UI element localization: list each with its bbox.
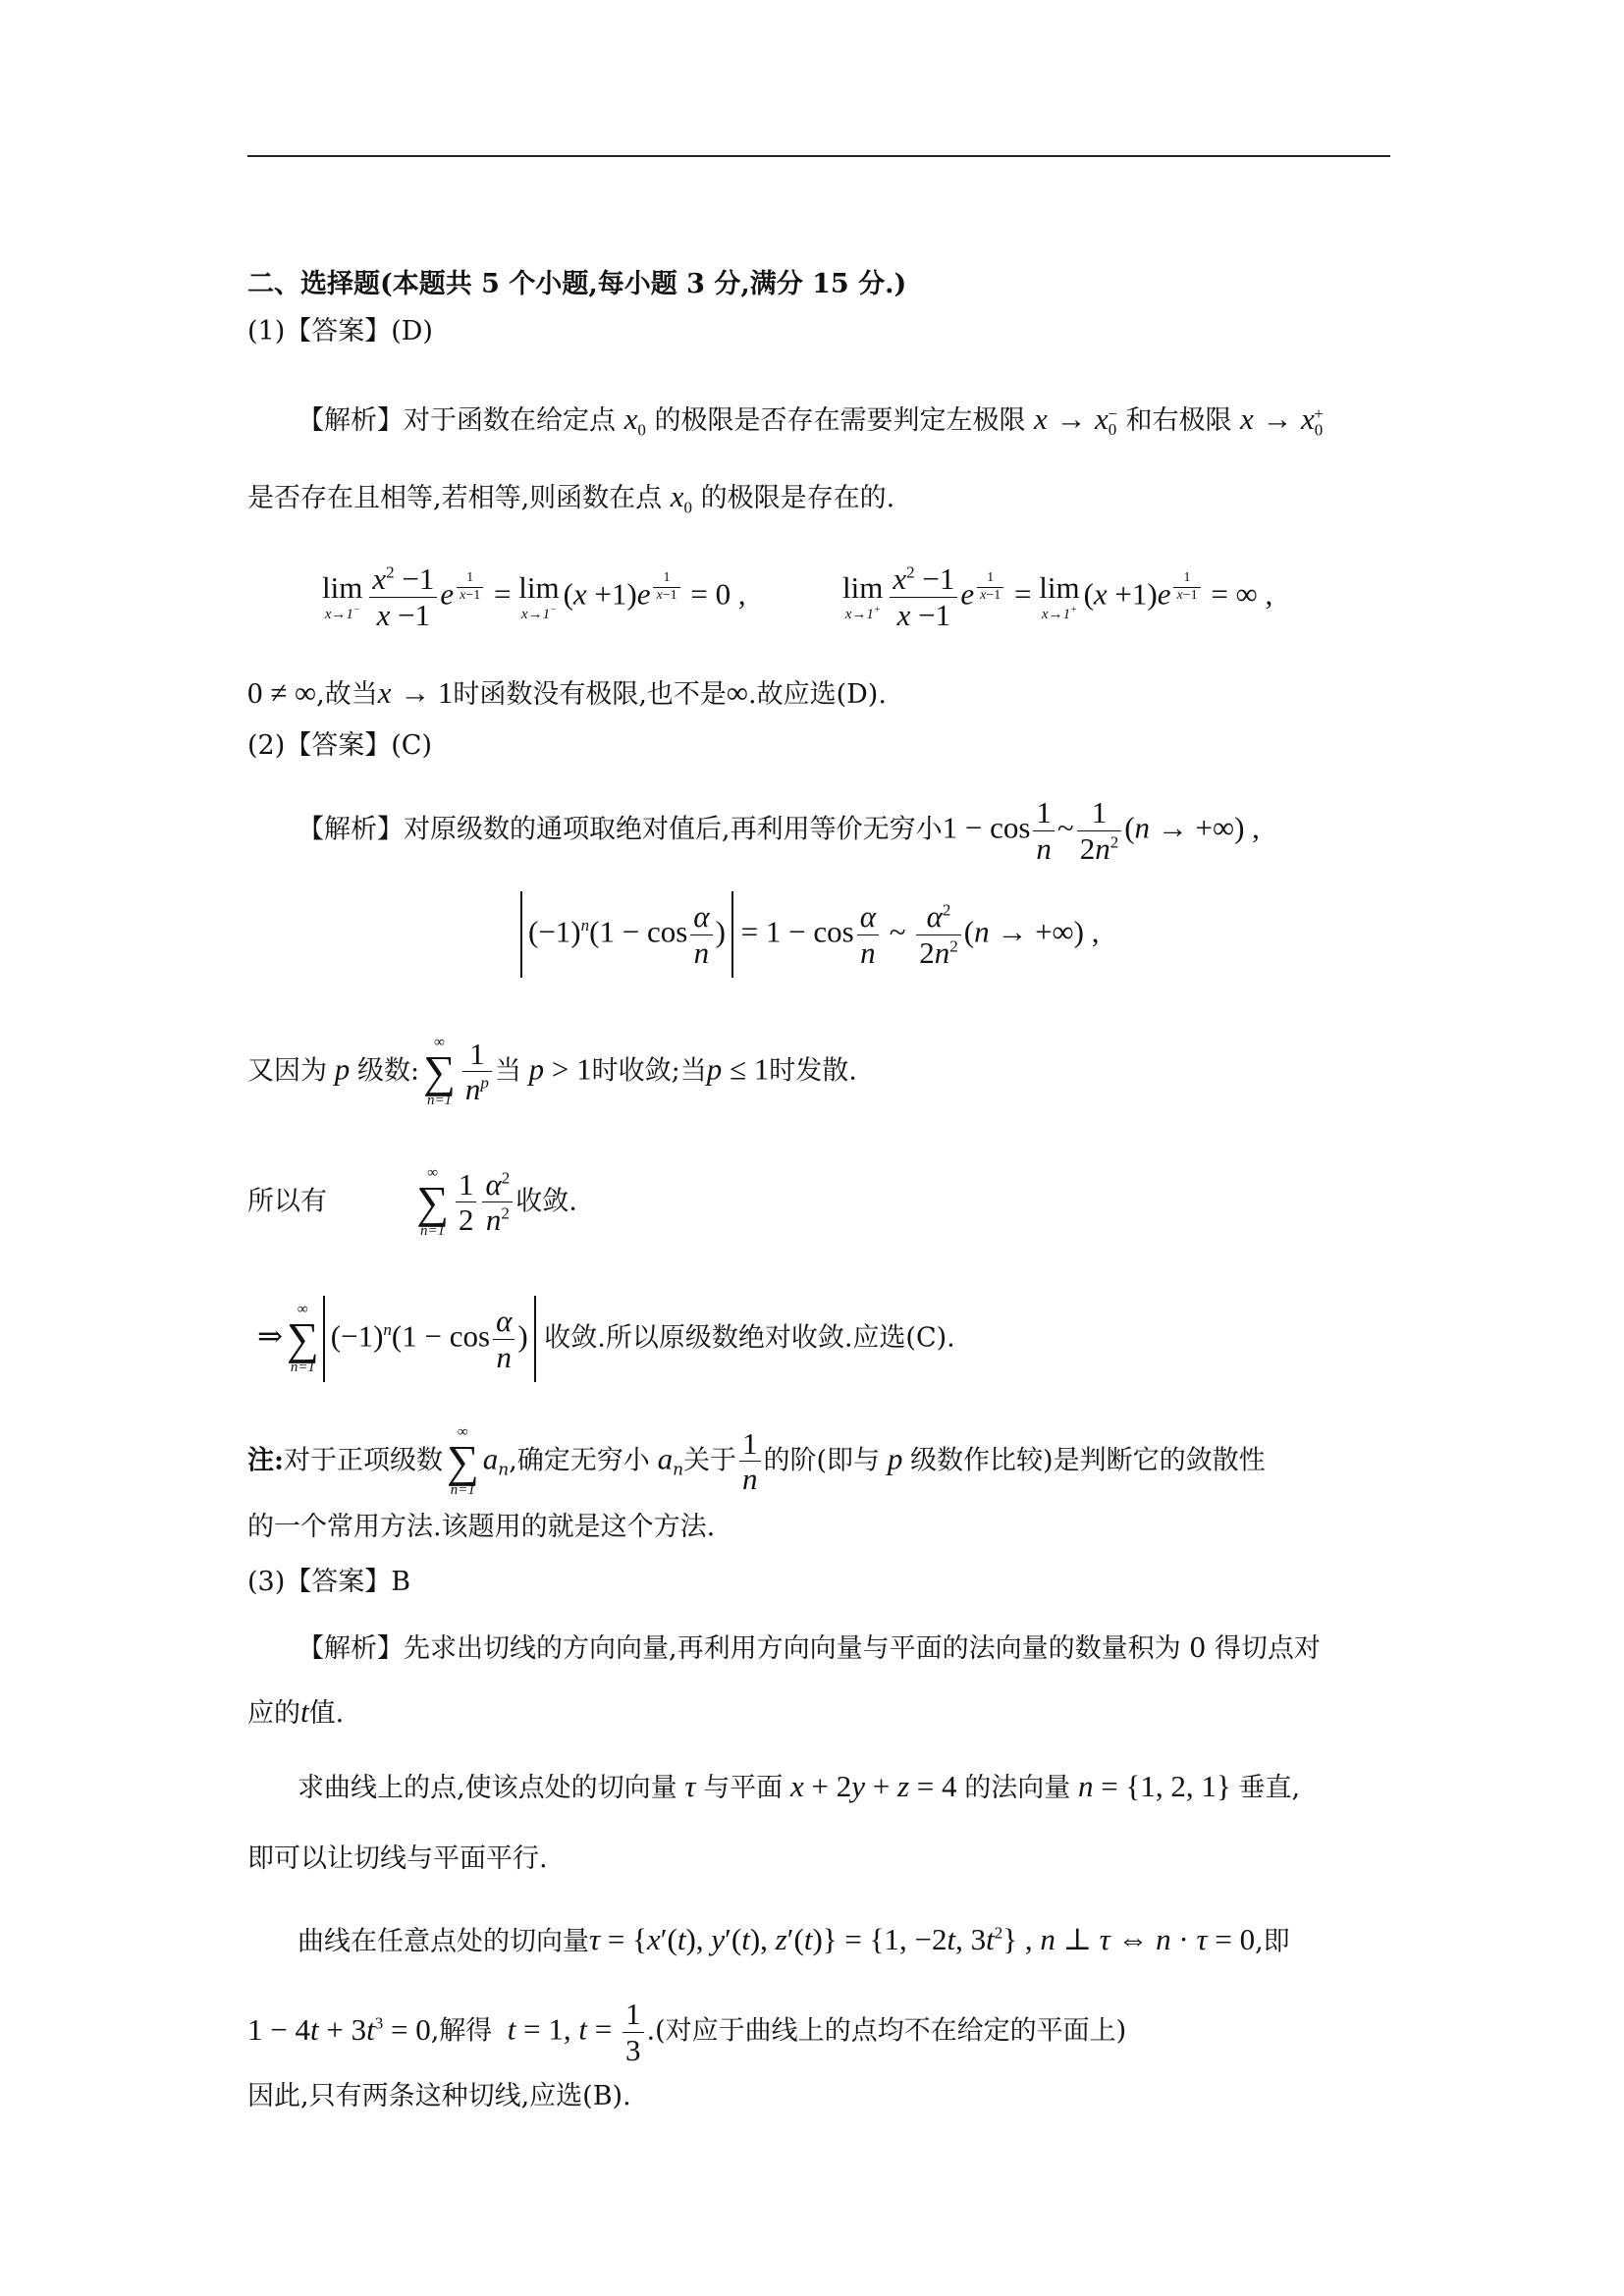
q1-analysis-line2: 是否存在且相等,若相等,则函数在点 $x_0$ 的极限是存在的. (247, 479, 895, 517)
q1-left-limit-equation: lim x→1− $\frac{x^2 -1}{x -1}$ e $^{\frac{1}{x-1}}$ = lim x→1− (x +1)e $^{\frac{1}{x-1}}$ = 0 , (322, 561, 746, 632)
q2-answer: (2)【答案】(C) (247, 730, 432, 761)
q3-analysis-label: 【解析】 (298, 1633, 404, 1664)
q2-analysis-line1: 【解析】对原级数的通项取绝对值后,再利用等价无穷小1 − cos $\frac{1}{n}$ ~ $\frac{1}{2n^2}$ (n → +∞) , (298, 795, 1260, 866)
q3-para1-line1: 求曲线上的点,使该点处的切向量 τ 与平面 x + 2y + z = 4 的法向量 n = {1, 2, 1} 垂直, (298, 1769, 1301, 1803)
q3-final-line: 因此,只有两条这种切线,应选(B). (247, 2081, 631, 2111)
header-rule (247, 155, 1390, 157)
q2-p-series-line: 又因为 p 级数: ∞ ∑ n=1 $\frac{1}{n^p}$ 当 p > 1时收敛;当p ≤ 1时发散. (247, 1035, 857, 1108)
q2-note-line2: 的一个常用方法.该题用的就是这个方法. (247, 1512, 716, 1542)
q2-absolute-convergence-line: ⇒ ∞ ∑ n=1 $(-1)^n(1 - \cos$ $\frac{\alpha}{n}$ ) 收敛.所以原级数绝对收敛.应选(C). (257, 1296, 955, 1382)
q2-note-line1: 注:对于正项级数 ∞ ∑ n=1 $a_n$,确定无穷小 $a_n$关于 $\frac{1}{n}$ 的阶(即与 p 级数作比较)是判断它的敛散性 (247, 1424, 1266, 1498)
q3-para1-line2: 即可以让切线与平面平行. (247, 1843, 548, 1874)
q3-solve-line: $1 - 4t + 3t^3 = 0$,解得 t = 1, t = $\frac{1}{3}$ .(对应于曲线上的点均不在给定的平面上) (247, 1997, 1127, 2067)
q1-conclusion: 0 ≠ ∞,故当x → 1时函数没有极限,也不是∞.故应选(D). (247, 675, 887, 710)
q3-analysis-line2: 应的t值. (247, 1694, 345, 1729)
q3-analysis-line1: 【解析】先求出切线的方向向量,再利用方向向量与平面的法向量的数量积为 0 得切点对 (298, 1633, 1321, 1664)
section-heading: 二、选择题(本题共 5 个小题,每小题 3 分,满分 15 分.) (247, 269, 907, 299)
q1-right-limit-equation: lim x→1+ $\frac{x^2 -1}{x -1}$ e $^{\frac{1}{x-1}}$ = lim x→1+ (x +1)e $^{\frac{1}{x-1}}$ = ∞ , (842, 561, 1273, 632)
q2-note-label: 注: (247, 1445, 284, 1476)
q2-so-have-line: 所以有 ∞ ∑ n=1 $\frac{1}{2}$ $\frac{\alpha^2}{n^2}$ 收敛. (247, 1165, 577, 1239)
q1-answer: (1)【答案】(D) (247, 316, 433, 347)
q2-analysis-label: 【解析】 (298, 814, 404, 845)
q1-analysis-label: 【解析】 (298, 405, 404, 436)
q3-para2-line: 曲线在任意点处的切向量τ = {x′(t), y′(t), z′(t)} = {1, −2t, $3t^2$} , n ⊥ τ ⇔ n · τ = 0,即 (298, 1922, 1290, 1957)
q3-answer: (3)【答案】B (247, 1567, 411, 1597)
q1-analysis-line1: 【解析】对于函数在给定点 $x_0$ 的极限是否存在需要判定左极限 $x \to x_0^-$ 和右极限 $x \to x_0^+$ (298, 401, 1324, 440)
q2-equivalence-equation: $(-1)^n(1 - \cos$ $\frac{\alpha}{n}$ ) = 1 − cos $\frac{\alpha}{n}$ ~ $\frac{\alpha^2}{2n^2}$ (n → +∞) , (520, 891, 1099, 978)
